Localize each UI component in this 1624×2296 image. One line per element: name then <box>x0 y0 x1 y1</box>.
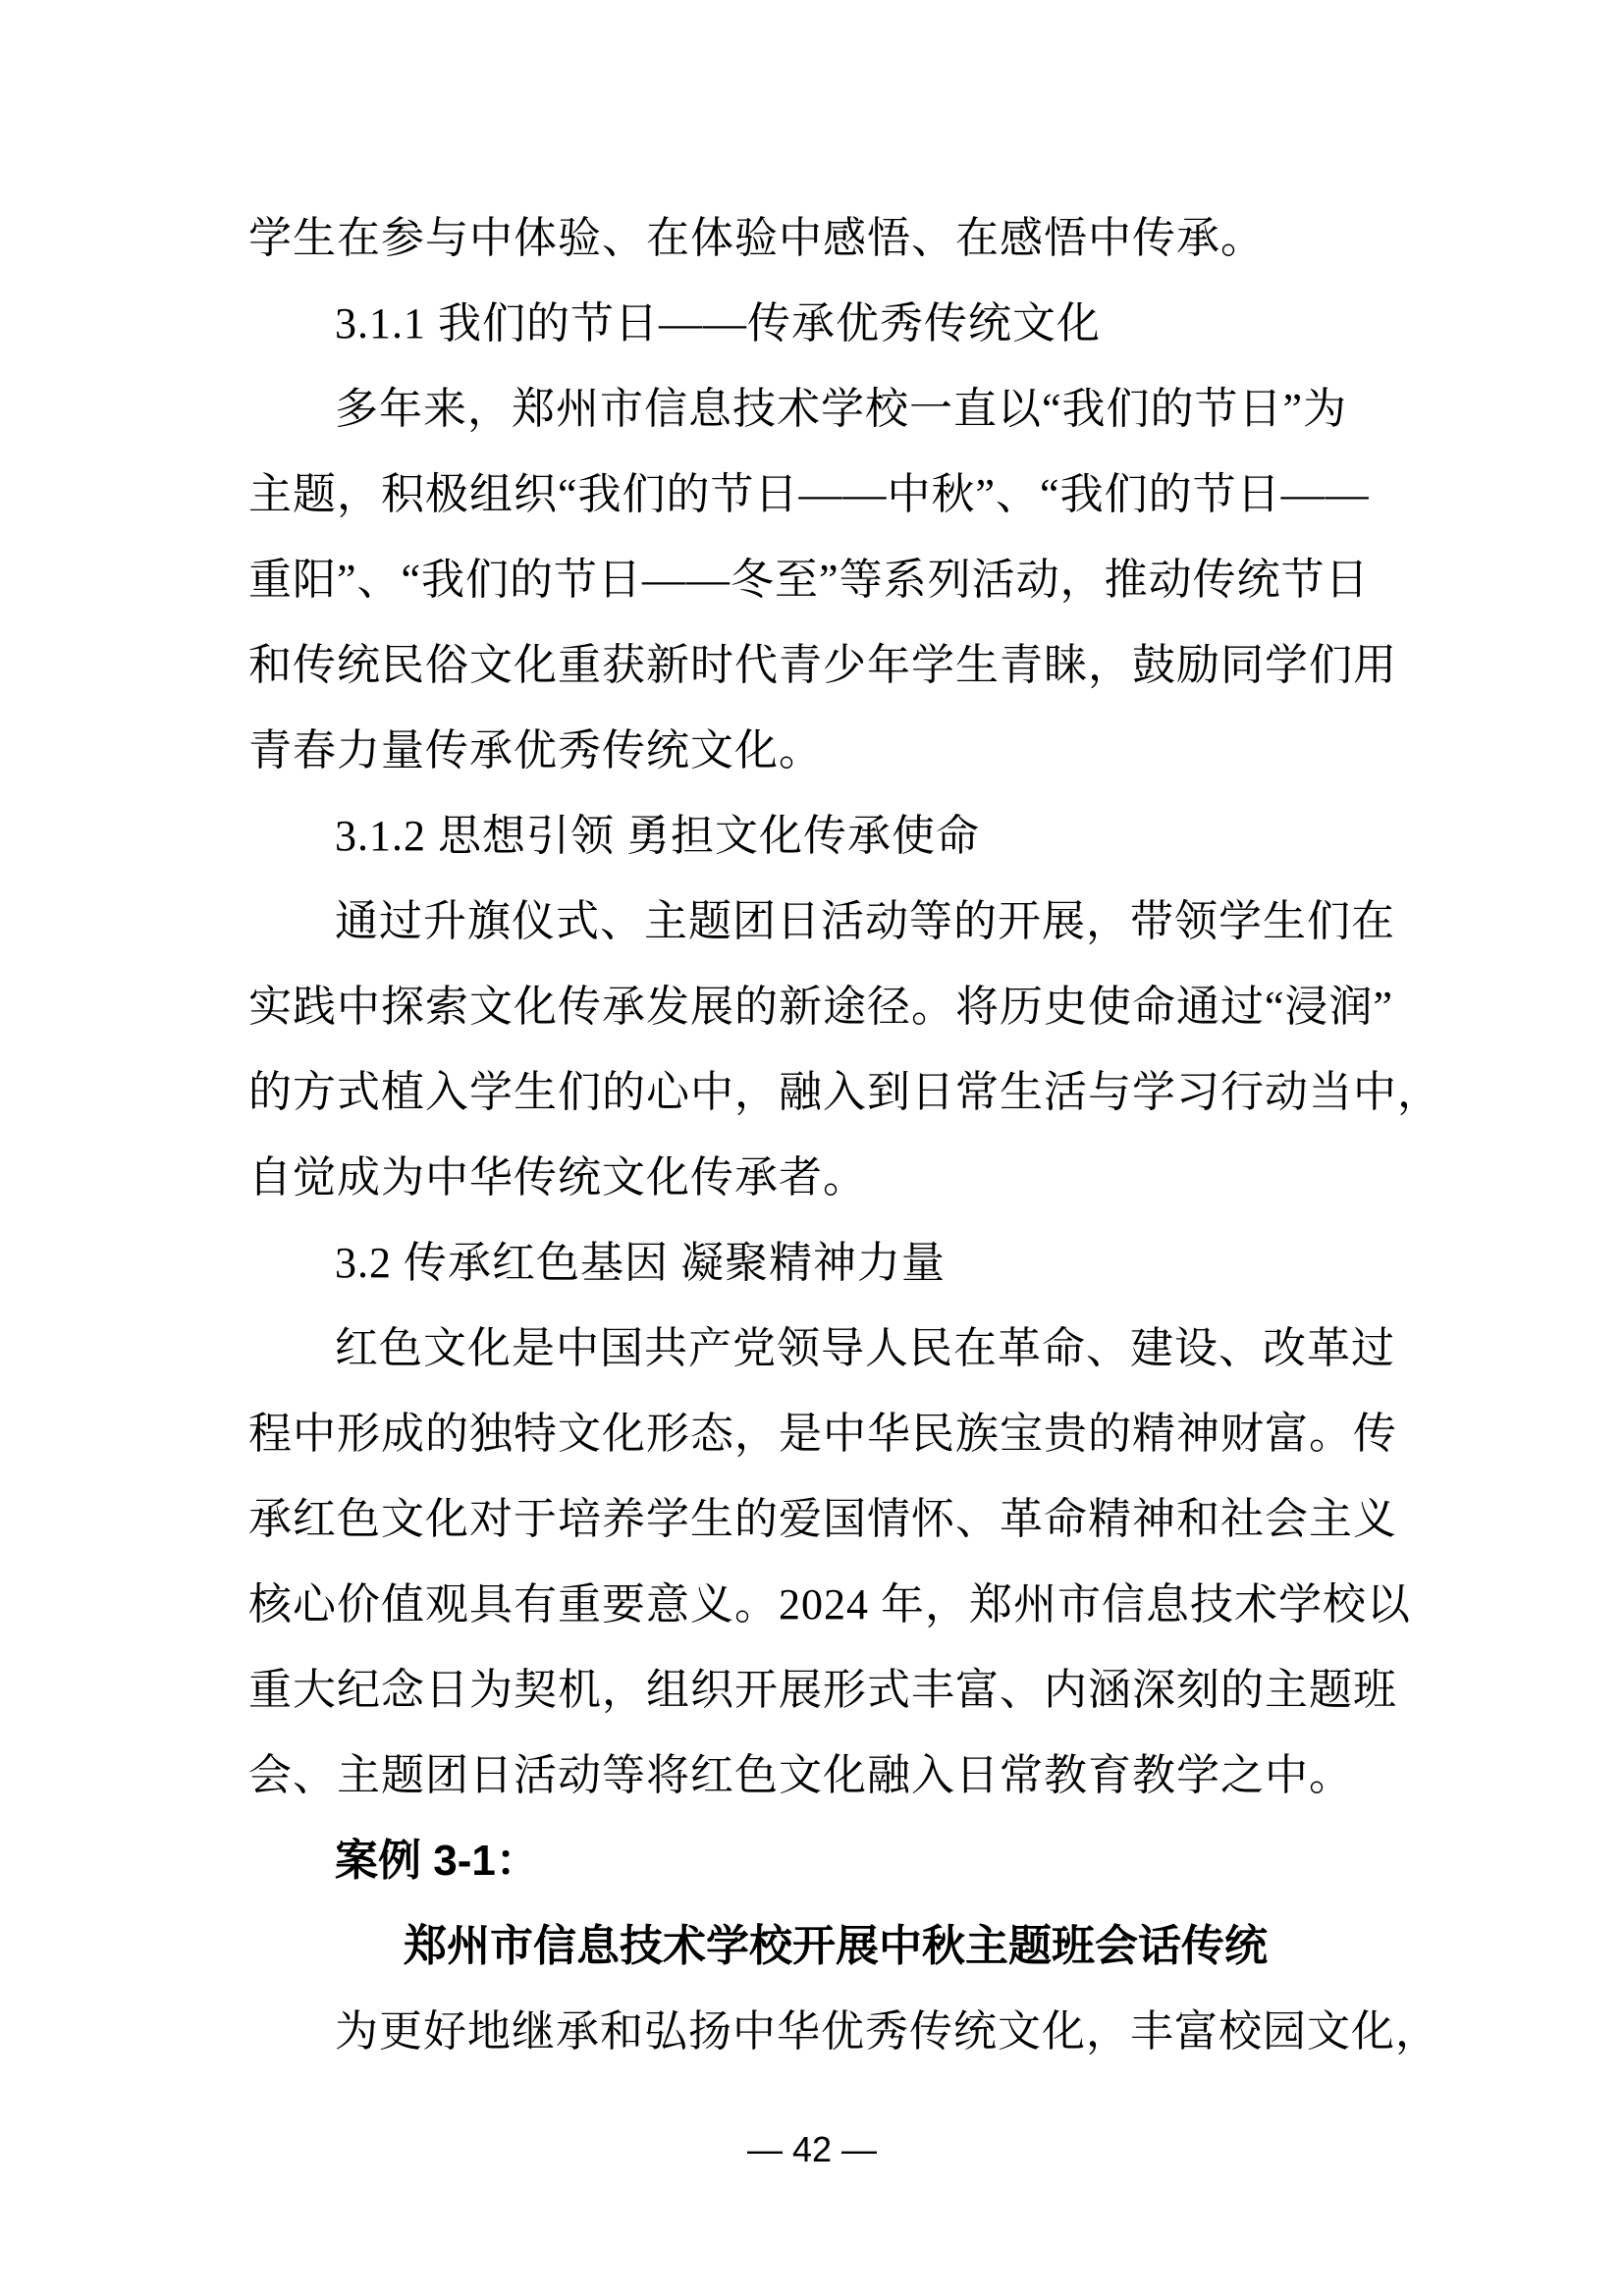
paragraph-line: 核心价值观具有重要意义。2024 年，郑州市信息技术学校以 <box>248 1580 1411 1629</box>
paragraph-line: 通过升旗仪式、主题团日活动等的开展，带领学生们在 <box>335 897 1395 945</box>
paragraph-line: 青春力量传承优秀传统文化。 <box>248 726 823 774</box>
section-heading-3-1-1: 3.1.1 我们的节日——传承优秀传统文化 <box>335 299 1101 347</box>
case-title: 郑州市信息技术学校开展中秋主题班会话传统 <box>404 1922 1268 1970</box>
paragraph-line: 重大纪念日为契机，组织开展形式丰富、内涵深刻的主题班 <box>248 1666 1397 1714</box>
paragraph-line: 实践中探索文化传承发展的新途径。将历史使命通过“浸润” <box>248 983 1394 1031</box>
paragraph-line: 和传统民俗文化重获新时代青少年学生青睐，鼓励同学们用 <box>248 641 1397 689</box>
paragraph-line: 程中形成的独特文化形态，是中华民族宝贵的精神财富。传 <box>248 1410 1397 1458</box>
paragraph-line: 红色文化是中国共产党领导人民在革命、建设、改革过 <box>335 1324 1395 1372</box>
paragraph-line: 的方式植入学生们的心中，融入到日常生活与学习行动当中， <box>248 1068 1441 1116</box>
paragraph-line: 多年来，郑州市信息技术学校一直以“我们的节日”为 <box>335 385 1348 433</box>
page-number: — 42 — <box>746 2129 878 2169</box>
paragraph-line: 重阳”、“我们的节日——冬至”等系列活动，推动传统节日 <box>248 556 1370 604</box>
section-heading-3-1-2: 3.1.2 思想引领 勇担文化传承使命 <box>335 812 980 860</box>
page-body-text <box>248 195 1441 2074</box>
paragraph-line: 学生在参与中体验、在体验中感悟、在感悟中传承。 <box>248 214 1265 262</box>
case-label: 案例 3-1： <box>335 1837 539 1885</box>
paragraph-line: 承红色文化对于培养学生的爱国情怀、革命精神和社会主义 <box>248 1495 1397 1543</box>
paragraph-line: 为更好地继承和弘扬中华优秀传统文化，丰富校园文化， <box>335 2007 1439 2056</box>
paragraph-line: 会、主题团日活动等将红色文化融入日常教育教学之中。 <box>248 1751 1353 1799</box>
section-heading-3-2: 3.2 传承红色基因 凝聚精神力量 <box>335 1239 946 1287</box>
paragraph-line: 主题，积极组织“我们的节日——中秋”、“我们的节日—— <box>248 470 1370 518</box>
paragraph-line: 自觉成为中华传统文化传承者。 <box>248 1153 867 1201</box>
page-footer <box>0 2128 1624 2171</box>
